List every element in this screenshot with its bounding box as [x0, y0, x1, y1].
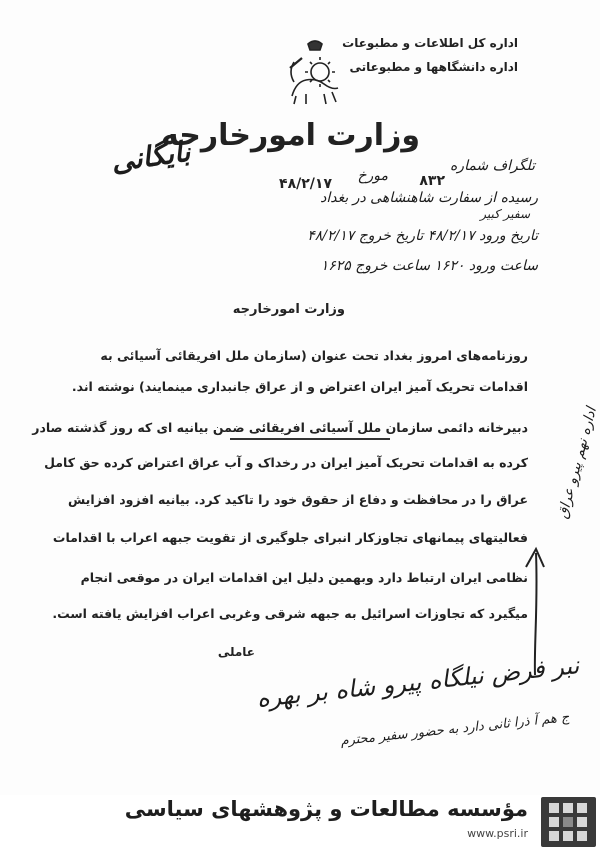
received-handwritten-note: سفیر کبیر	[480, 207, 530, 221]
body-line-2: اقدامات تحریک آمیز ایران اعتراض و از عراق جانبداری مینمایند) نوشته اند.	[71, 379, 528, 394]
entry-exit-dates: تاریخ ورود ۴۸/۲/۱۷ تاریخ خروج ۴۸/۲/۱۷	[307, 228, 538, 244]
addressee: وزارت امورخارجه	[232, 302, 345, 317]
body-line-8: میگیرد که تجاوزات اسرائیل به جبهه شرقی وغربی اعراب افزایش یافته است.	[52, 606, 528, 621]
telegram-date-label: مورخ	[357, 168, 388, 184]
body-line-5: عراق را در محافظت و دفاع از حقوق خود را تاکید کرد. بیانیه افزود افزایش	[67, 492, 528, 507]
bottom-handwritten-note-1: نبر فرض نیلگاه پیرو شاه بر بهره	[255, 651, 581, 713]
body-line-7: نظامی ایران ارتباط دارد وبهمین دلیل این اقدامات ایران در موقعی انجام	[80, 570, 528, 585]
archive-handwritten-note: بایگانی	[108, 134, 192, 179]
bottom-handwritten-note-2: ج هم آ ذرا ثانی دارد به حضور سفیر محترم	[340, 710, 571, 749]
lion-and-sun-emblem-icon	[280, 38, 350, 108]
institute-logo-icon	[541, 797, 596, 847]
body-underline-1	[230, 438, 390, 440]
telegram-number: ۸۳۲	[419, 173, 445, 189]
entry-exit-times: ساعت ورود ۱۶۲۰ ساعت خروج ۱۶۲۵	[320, 258, 538, 274]
footer-watermark	[0, 795, 600, 851]
signature: عاملی	[217, 645, 255, 659]
telegram-date: ۴۸/۲/۱۷	[279, 176, 332, 192]
institute-url: www.psri.ir	[467, 827, 528, 840]
institute-name: مؤسسه مطالعات و پژوهشهای سیاسی	[124, 797, 528, 821]
body-line-6: فعالیتهای پیمانهای تجاوزکار انبرای جلوگیری از تقویت جبهه اعراب با اقدامات	[52, 530, 528, 545]
received-from: رسیده از سفارت شاهنشاهی در بغداد	[320, 190, 538, 206]
ministry-title: وزارت امورخارجه	[161, 118, 420, 153]
department-line-1: اداره کل اطلاعات و مطبوعات	[342, 36, 518, 50]
department-line-2: اداره دانشگاهها و مطبوعاتی	[349, 60, 518, 74]
margin-handwritten-note: اداره نهم پیرو عراق	[554, 405, 600, 521]
telegram-number-label: تلگراف شماره	[449, 158, 535, 174]
body-line-4: کرده به اقدامات تحریک آمیز ایران در رخداک و آب عراق اعتراض کرده حق کامل	[44, 455, 528, 470]
body-line-3: دبیرخانه دائمی سازمان ملل آسیائی افریقائی ضمن بیانیه ای که روز گذشته صادر	[32, 420, 528, 435]
body-line-1: روزنامه‌های امروز بغداد تحت عنوان (سازمان ملل افریقائی آسیائی به	[100, 348, 528, 363]
